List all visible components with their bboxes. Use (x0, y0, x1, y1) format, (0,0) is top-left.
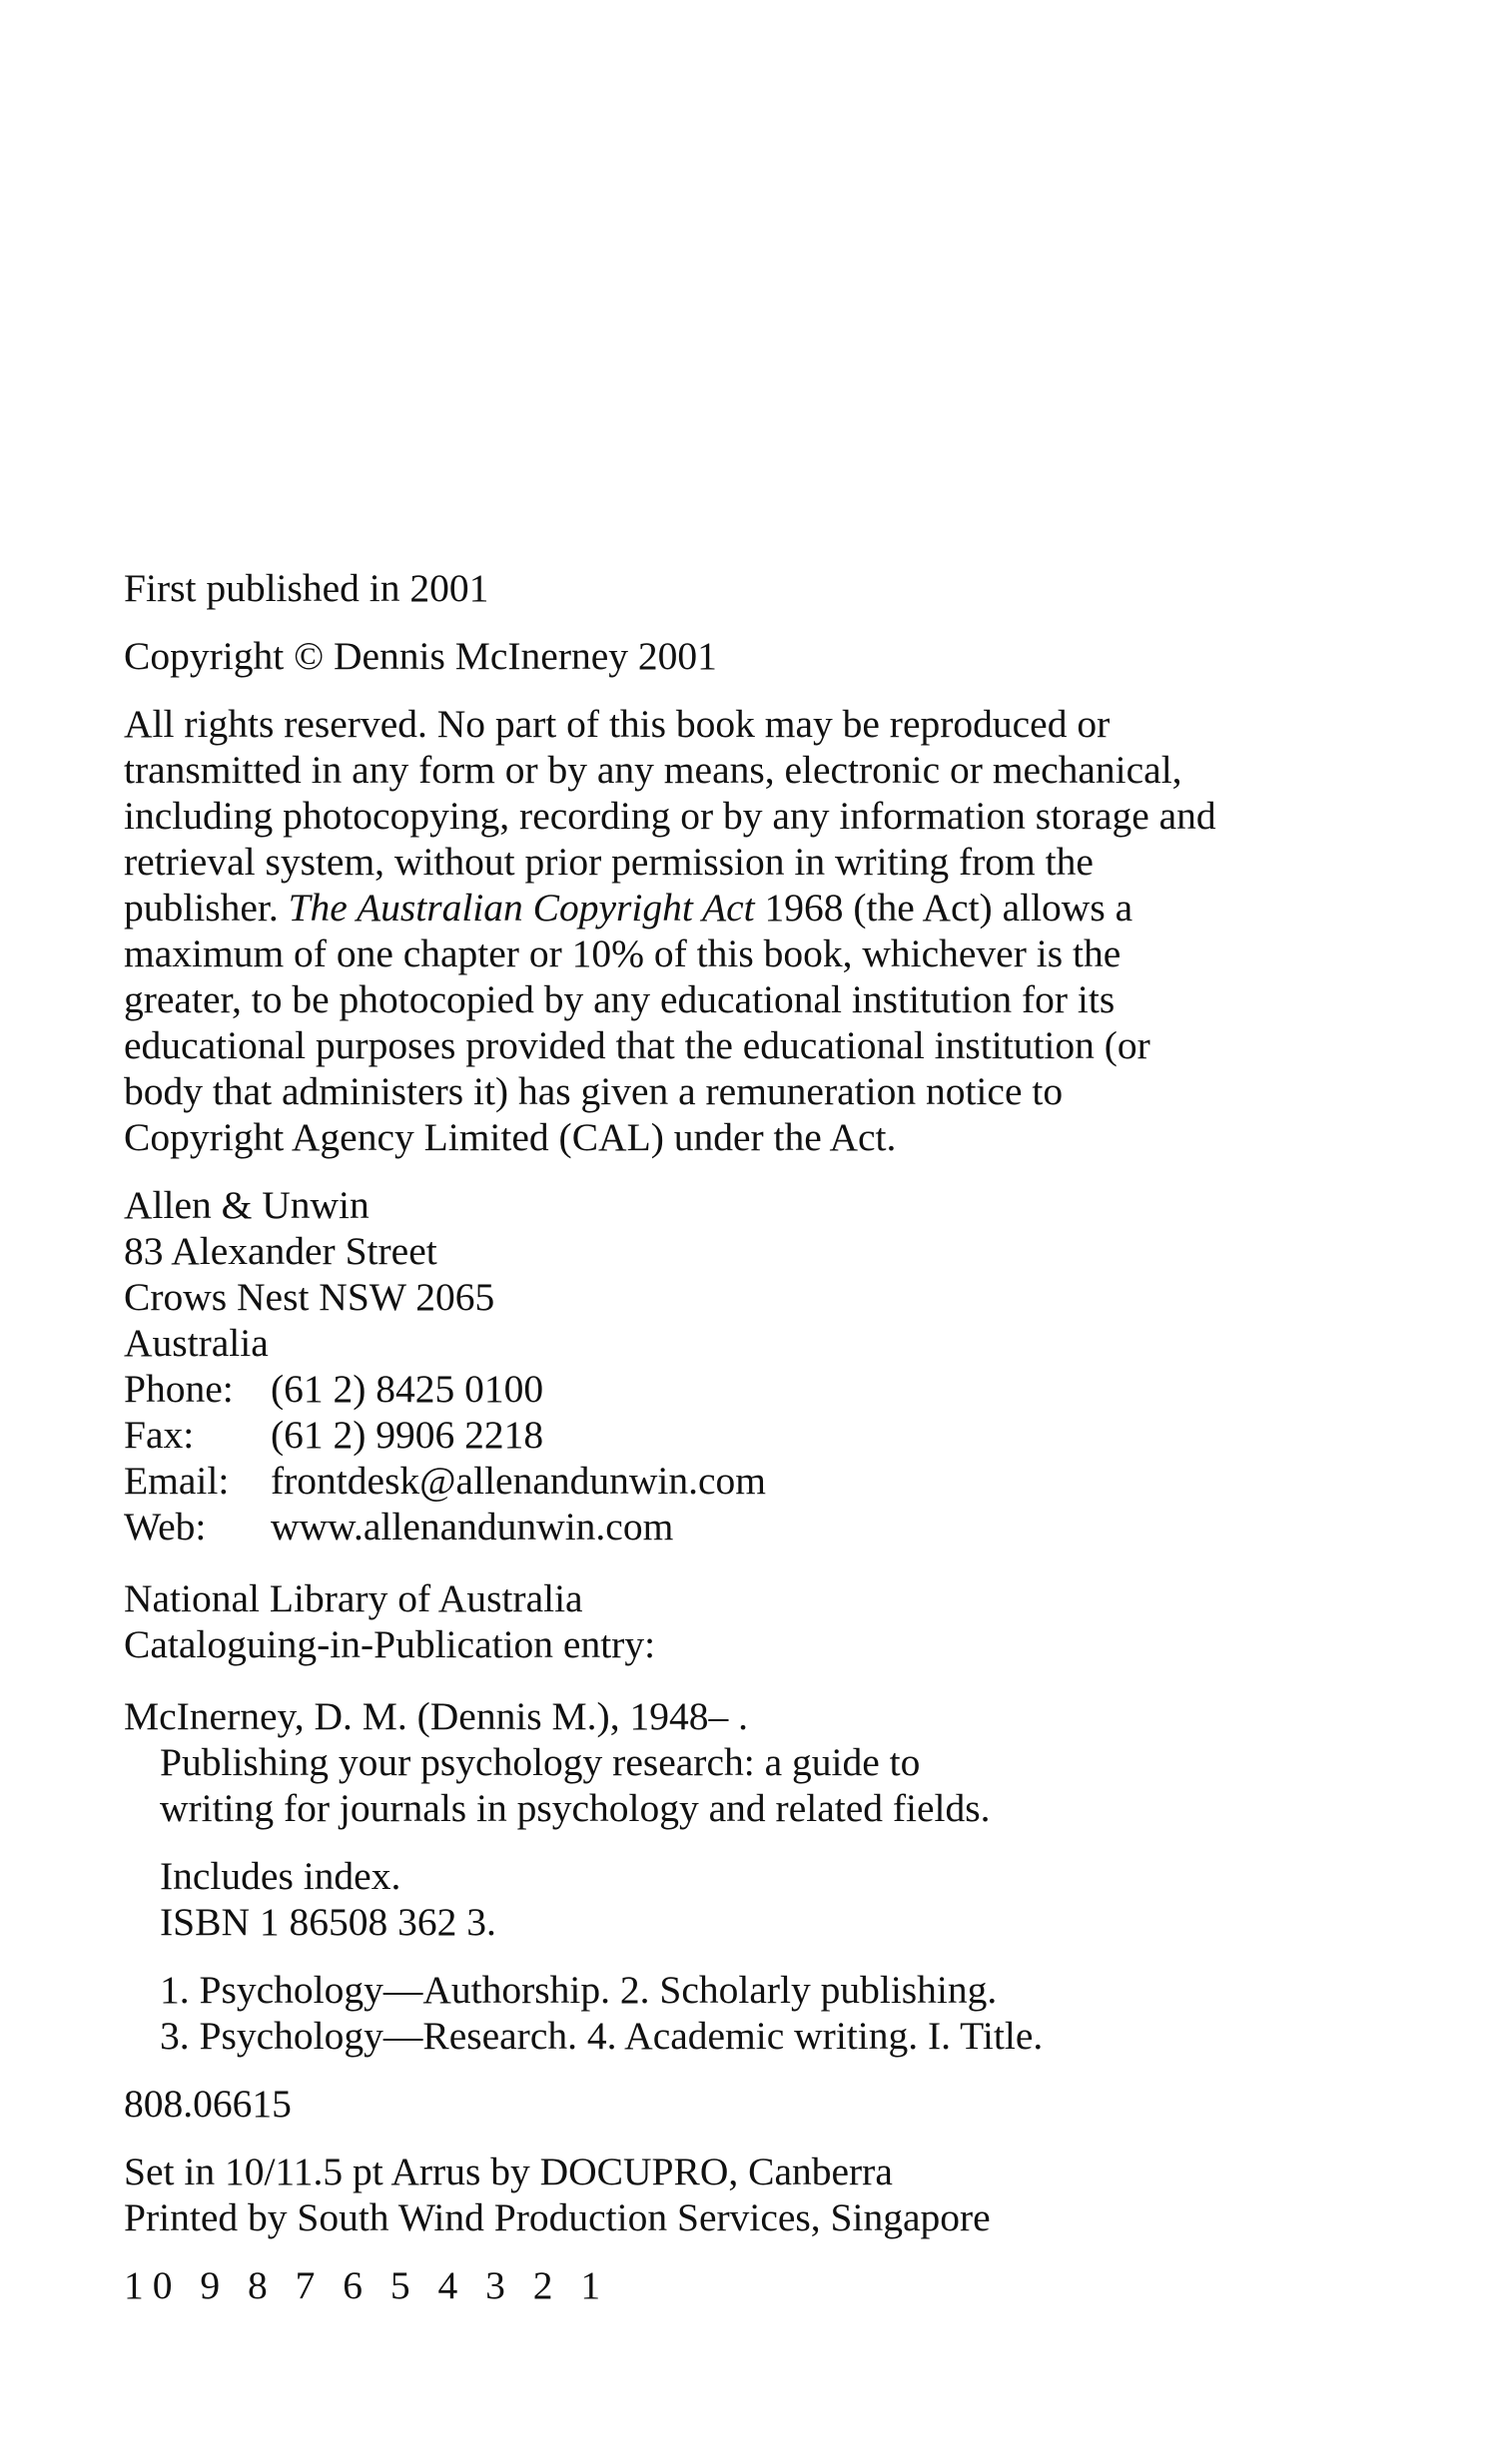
rights-line-8: educational purposes provided that the educational institution (or (124, 1023, 1150, 1067)
rights-line-2: transmitted in any form or by any means, electronic or mechanical, (124, 748, 1182, 792)
phone-value: (61 2) 8425 0100 (271, 1367, 544, 1411)
rights-line-7: greater, to be photocopied by any educational institution for its (124, 977, 1116, 1021)
rights-line-4: retrieval system, without prior permission in writing from the (124, 840, 1094, 884)
web-label: Web: (124, 1505, 207, 1548)
typesetting-credit: Set in 10/11.5 pt Arrus by DOCUPRO, Canberra (124, 2150, 893, 2193)
rights-line-5-post: 1968 (the Act) allows a (754, 886, 1133, 929)
classification-number: 808.06615 (124, 2082, 292, 2126)
rights-line-3: including photocopying, recording or by any information storage and (124, 794, 1216, 838)
production-credits (124, 2149, 1362, 2240)
publisher-name: Allen & Unwin (124, 1183, 370, 1227)
cip-heading (124, 1575, 1362, 1667)
cip-heading-line-1: National Library of Australia (124, 1576, 583, 1620)
cip-isbn: ISBN 1 86508 362 3. (160, 1900, 496, 1944)
rights-line-10: Copyright Agency Limited (CAL) under the Act. (124, 1115, 897, 1159)
publisher-country: Australia (124, 1321, 269, 1365)
cip-title-line-1: Publishing your psychology research: a guide to (160, 1740, 921, 1784)
rights-line-6: maximum of one chapter or 10% of this book, whichever is the (124, 931, 1122, 975)
rights-line-9: body that administers it) has given a remuneration notice to (124, 1069, 1064, 1113)
cip-entry (124, 1693, 1362, 1831)
fax-value: (61 2) 9906 2218 (271, 1413, 544, 1457)
rights-line-1: All rights reserved. No part of this book may be reproduced or (124, 702, 1111, 746)
rights-paragraph (124, 701, 1362, 1160)
cip-author: McInerney, D. M. (Dennis M.), 1948– . (124, 1694, 748, 1738)
cip-includes: Includes index. (160, 1854, 401, 1898)
rights-line-5 (124, 885, 1362, 930)
act-title: The Australian Copyright Act (288, 886, 755, 929)
cip-subjects-line-1: 1. Psychology—Authorship. 2. Scholarly publishing. (160, 1968, 998, 2012)
publisher-address (124, 1182, 1362, 1549)
cip-heading-line-2: Cataloguing-in-Publication entry: (124, 1622, 656, 1666)
copyright-line: Copyright © Dennis McInerney 2001 (124, 634, 717, 678)
fax-label: Fax: (124, 1413, 195, 1457)
phone-label: Phone: (124, 1367, 234, 1411)
contact-row-email (124, 1458, 1362, 1504)
contact-row-fax (124, 1412, 1362, 1458)
cip-subjects-line-2: 3. Psychology—Research. 4. Academic writing. I. Title. (160, 2014, 1044, 2058)
email-value: frontdesk@allenandunwin.com (271, 1459, 766, 1503)
first-published-line: First published in 2001 (124, 566, 489, 610)
cip-title-line-2: writing for journals in psychology and related fields. (160, 1786, 991, 1830)
copyright-page (124, 565, 1362, 2308)
publisher-street: 83 Alexander Street (124, 1229, 437, 1273)
web-value: www.allenandunwin.com (271, 1505, 674, 1548)
email-label: Email: (124, 1459, 230, 1503)
cip-notes (124, 1853, 1362, 1945)
publisher-city: Crows Nest NSW 2065 (124, 1275, 495, 1319)
printer-credit: Printed by South Wind Production Services, Singapore (124, 2195, 991, 2239)
cip-subjects (124, 1967, 1362, 2059)
print-line: 10 9 8 7 6 5 4 3 2 1 (124, 2263, 610, 2307)
rights-line-5-pre: publisher. (124, 886, 289, 929)
contact-row-web (124, 1504, 1362, 1549)
contact-row-phone (124, 1366, 1362, 1412)
